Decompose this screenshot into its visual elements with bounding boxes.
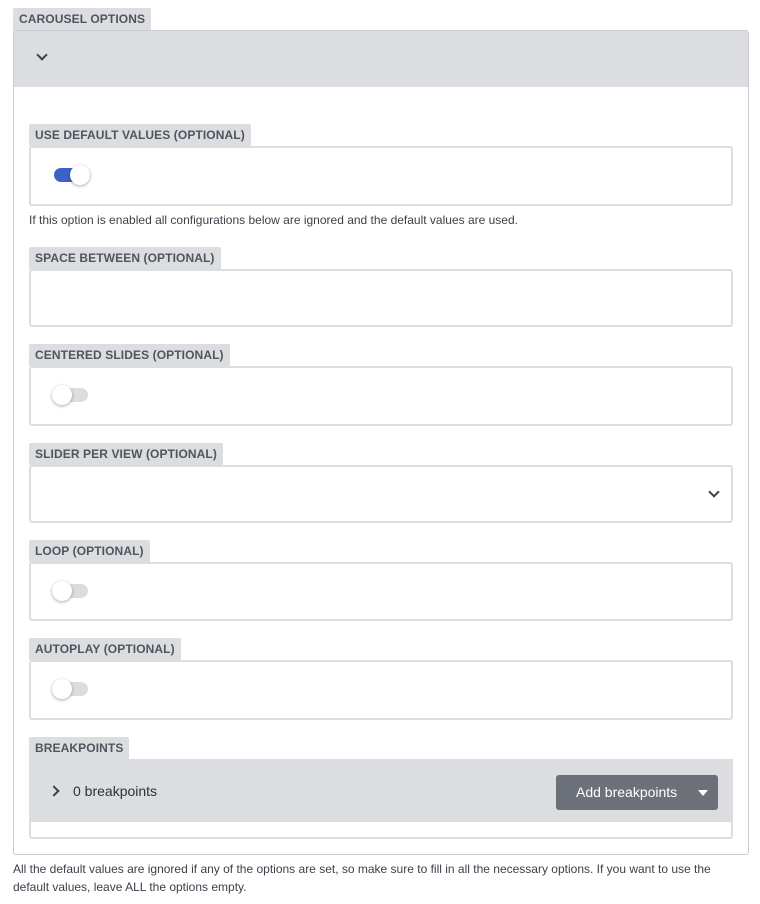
space-between-label: SPACE BETWEEN (OPTIONAL) (29, 247, 221, 269)
centered-slides-label: CENTERED SLIDES (OPTIONAL) (29, 344, 230, 366)
use-default-values-label: USE DEFAULT VALUES (OPTIONAL) (29, 124, 251, 146)
centered-slides-field (29, 366, 733, 426)
chevron-right-icon[interactable] (48, 785, 59, 796)
slider-per-view-label: SLIDER PER VIEW (OPTIONAL) (29, 443, 223, 465)
add-breakpoints-label: Add breakpoints (576, 784, 678, 800)
carousel-options-label: CAROUSEL OPTIONS (13, 8, 151, 31)
carousel-options-header[interactable] (14, 31, 748, 87)
use-default-values-help: If this option is enabled all configurations below are ignored and the default values are used. (29, 213, 518, 227)
footer-help-text: All the default values are ignored if any of the options are set, so make sure to fill in all the necessary options. If you want to use the default values, leave ALL the options empty. (13, 862, 711, 894)
breakpoints-count: 0 breakpoints (73, 783, 158, 799)
breakpoints-label: BREAKPOINTS (29, 737, 129, 759)
chevron-down-icon[interactable] (708, 486, 719, 497)
autoplay-field (29, 660, 733, 720)
use-default-values-toggle[interactable] (54, 168, 90, 182)
space-between-input[interactable] (29, 269, 733, 327)
centered-slides-toggle[interactable] (52, 388, 88, 402)
loop-field (29, 562, 733, 621)
add-breakpoints-button[interactable] (556, 775, 718, 810)
autoplay-label: AUTOPLAY (OPTIONAL) (29, 638, 181, 660)
caret-down-icon[interactable] (698, 790, 708, 796)
chevron-down-icon[interactable] (36, 49, 47, 60)
autoplay-toggle[interactable] (52, 682, 88, 696)
use-default-values-field (29, 146, 733, 206)
loop-label: LOOP (OPTIONAL) (29, 540, 150, 562)
loop-toggle[interactable] (52, 584, 88, 598)
slider-per-view-select[interactable] (29, 465, 733, 523)
